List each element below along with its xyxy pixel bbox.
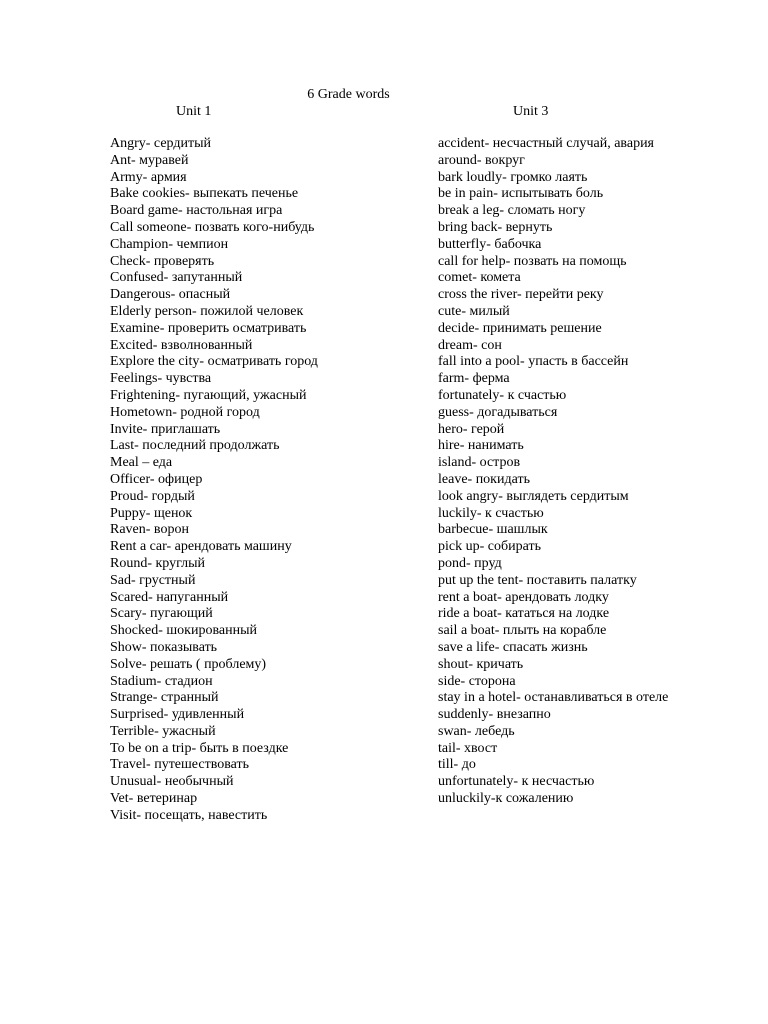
- unit-1-word-entry: Proud- гордый: [110, 488, 195, 504]
- unit-3-word-entry: cute- милый: [438, 303, 510, 319]
- unit-1-word-entry: Stadium- стадион: [110, 673, 213, 689]
- unit-1-word-entry: Meal – еда: [110, 455, 173, 471]
- unit-1-word-entry: Raven- ворон: [110, 522, 189, 538]
- unit-1-word-entry: Feelings- чувства: [110, 371, 212, 387]
- unit-3-word-entry: break a leg- сломать ногу: [438, 203, 586, 219]
- unit-1-word-entry: Scary- пугающий: [110, 606, 213, 622]
- unit-1-word-entry: Surprised- удивленный: [110, 707, 245, 723]
- unit-3-word-entry: fortunately- к счастью: [438, 387, 567, 403]
- unit-3-word-entry: dream- сон: [438, 337, 502, 353]
- unit-1-word-entry: Check- проверять: [110, 253, 215, 269]
- unit-3-word-entry: bring back- вернуть: [438, 219, 553, 235]
- unit-1-word-entry: Last- последний продолжать: [110, 438, 280, 454]
- unit-1-word-entry: Excited- взволнованный: [110, 337, 253, 353]
- unit-1-word-entry: Dangerous- опасный: [110, 287, 231, 303]
- unit-3-word-entry: luckily- к счастью: [438, 505, 544, 521]
- page-title: 6 Grade words: [307, 87, 390, 102]
- unit-3-word-entry: bark loudly- громко лаять: [438, 169, 588, 185]
- unit-3-word-entry: barbecue- шашлык: [438, 522, 548, 538]
- unit-3-word-entry: island- остров: [438, 455, 521, 471]
- unit-1-word-entry: Call someone- позвать кого-нибудь: [110, 219, 315, 235]
- unit-1-word-entry: Angry- сердитый: [110, 136, 211, 151]
- unit-3-word-entry: fall into a pool- упасть в бассейн: [438, 354, 629, 370]
- unit-3-word-entry: unluckily-к сожалению: [438, 791, 574, 807]
- unit-1-word-entry: Army- армия: [110, 169, 187, 185]
- unit-1-word-entry: Invite- приглашать: [110, 421, 221, 437]
- unit-3-word-entry: side- сторона: [438, 673, 516, 689]
- unit-1-word-entry: Rent a car- арендовать машину: [110, 539, 292, 555]
- unit-3-word-entry: around- вокруг: [438, 152, 525, 168]
- unit-3-word-list: [438, 136, 668, 808]
- unit-3-word-entry: save a life- спасать жизнь: [438, 639, 588, 655]
- unit-1-word-entry: Solve- решать ( проблему): [110, 656, 267, 672]
- unit-1-word-entry: Vet- ветеринар: [110, 791, 198, 807]
- unit-1-word-entry: Sad- грустный: [110, 572, 196, 588]
- unit-1-word-entry: Shocked- шокированный: [110, 623, 257, 639]
- unit-3-word-entry: hire- нанимать: [438, 438, 524, 454]
- unit-3-word-entry: sail a boat- плыть на корабле: [438, 623, 607, 639]
- unit-3-word-entry: be in pain- испытывать боль: [438, 186, 604, 202]
- unit-3-word-entry: cross the river- перейти реку: [438, 287, 604, 303]
- unit-1-word-entry: Strange- странный: [110, 690, 219, 706]
- unit-3-word-entry: look angry- выглядеть сердитым: [438, 488, 629, 504]
- unit-1-word-entry: Confused- запутанный: [110, 270, 243, 286]
- unit-3-word-entry: decide- принимать решение: [438, 320, 602, 336]
- unit-3-word-entry: leave- покидать: [438, 471, 530, 487]
- unit-1-word-entry: To be on a trip- быть в поездке: [110, 740, 289, 756]
- unit-1-word-entry: Frightening- пугающий, ужасный: [110, 387, 307, 403]
- unit-3-word-entry: call for help- позвать на помощь: [438, 253, 627, 269]
- unit-3-word-entry: comet- комета: [438, 270, 521, 286]
- unit-3-word-entry: swan- лебедь: [438, 723, 515, 739]
- unit-1-word-entry: Terrible- ужасный: [110, 723, 216, 739]
- unit-1-word-entry: Explore the city- осматривать город: [110, 354, 318, 370]
- unit-3-word-entry: hero- герой: [438, 421, 505, 437]
- unit-1-word-entry: Elderly person- пожилой человек: [110, 303, 304, 319]
- unit-1-word-entry: Unusual- необычный: [110, 774, 234, 790]
- unit-3-word-entry: ride a boat- кататься на лодке: [438, 606, 610, 622]
- unit-1-word-entry: Champion- чемпион: [110, 236, 229, 252]
- unit-1-word-entry: Puppy- щенок: [110, 505, 193, 521]
- unit-1-word-list: [110, 136, 318, 825]
- unit-3-word-entry: guess- догадываться: [438, 404, 558, 420]
- unit-1-word-entry: Bake cookies- выпекать печенье: [110, 186, 299, 202]
- unit-3-word-entry: unfortunately- к несчастью: [438, 774, 595, 790]
- unit-1-word-entry: Hometown- родной город: [110, 404, 260, 420]
- unit-3-word-entry: suddenly- внезапно: [438, 707, 551, 723]
- unit-3-word-entry: stay in a hotel- останавливаться в отеле: [438, 690, 669, 706]
- unit-1-word-entry: Officer- офицер: [110, 471, 203, 487]
- unit-3-word-entry: accident- несчастный случай, авария: [438, 136, 654, 151]
- unit-3-word-entry: butterfly- бабочка: [438, 236, 542, 252]
- unit-3-word-entry: pond- пруд: [438, 555, 502, 571]
- unit-3-word-entry: tail- хвост: [438, 740, 498, 756]
- unit-3-word-entry: shout- кричать: [438, 656, 524, 672]
- unit-1-word-entry: Ant- муравей: [110, 152, 189, 168]
- unit-3-heading: Unit 3: [513, 104, 549, 119]
- unit-1-word-entry: Visit- посещать, навестить: [110, 807, 268, 823]
- unit-3-word-entry: farm- ферма: [438, 371, 510, 387]
- unit-1-word-entry: Show- показывать: [110, 639, 218, 655]
- unit-3-word-entry: till- до: [438, 757, 476, 773]
- unit-1-word-entry: Round- круглый: [110, 555, 206, 571]
- unit-3-word-entry: put up the tent- поставить палатку: [438, 572, 637, 588]
- unit-1-word-entry: Scared- напуганный: [110, 589, 229, 605]
- unit-1-word-entry: Board game- настольная игра: [110, 203, 283, 219]
- unit-3-word-entry: pick up- собирать: [438, 539, 541, 555]
- unit-1-word-entry: Examine- проверить осматривать: [110, 320, 307, 336]
- unit-1-word-entry: Travel- путешествовать: [110, 757, 249, 773]
- unit-1-heading: Unit 1: [176, 104, 212, 119]
- unit-3-word-entry: rent a boat- арендовать лодку: [438, 589, 609, 605]
